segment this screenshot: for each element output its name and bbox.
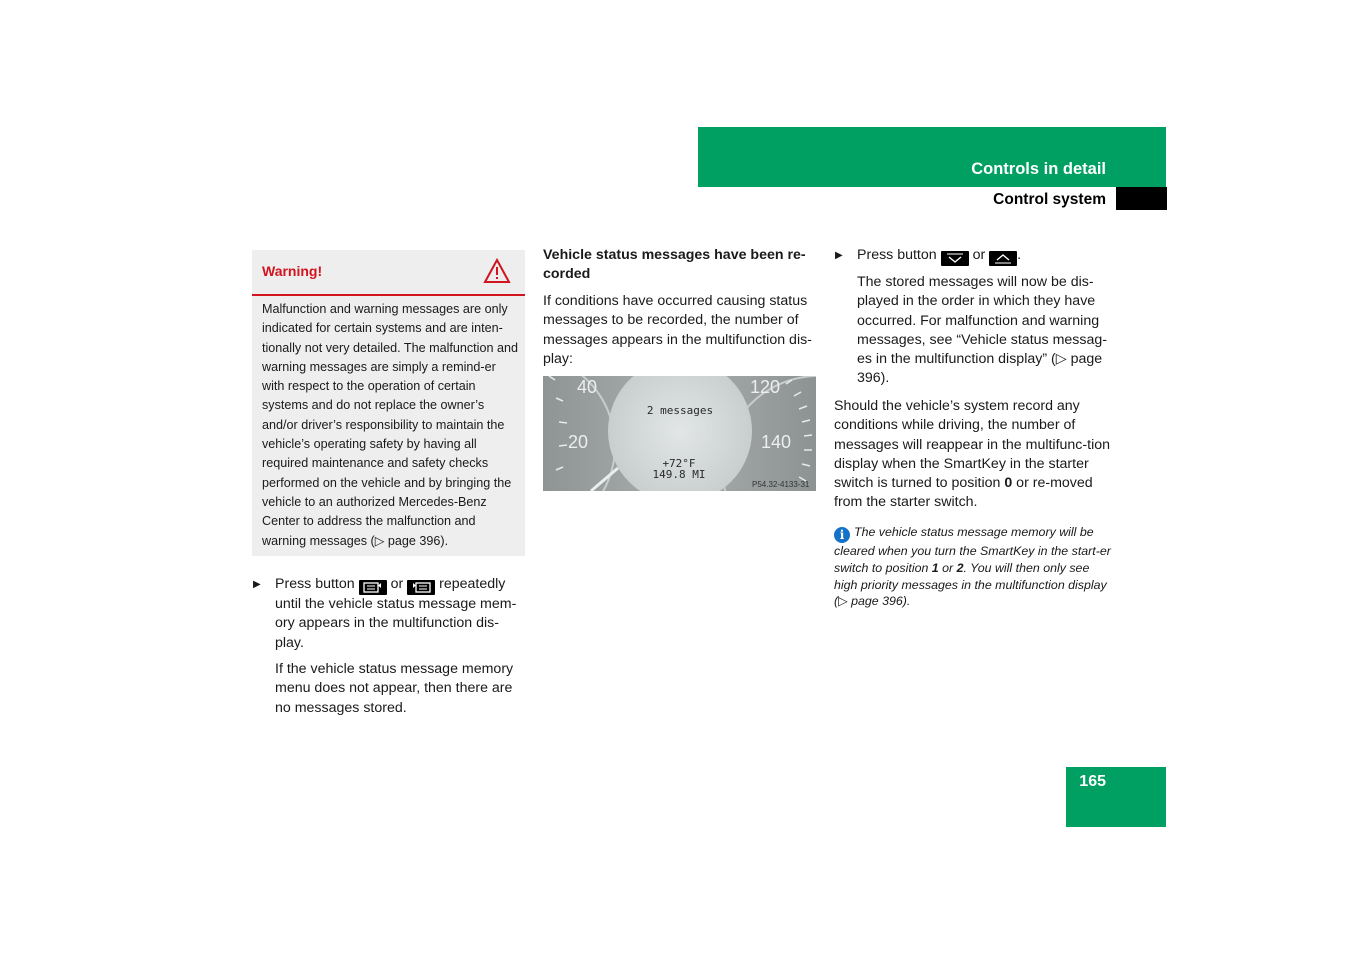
messages-recorded-heading: Vehicle status messages have been re-corded xyxy=(543,247,806,283)
messages-reappear-body xyxy=(834,397,1112,513)
page-number: 165 xyxy=(1079,773,1106,790)
scroll-down-key-icon xyxy=(941,251,969,266)
speed-label-140: 140 xyxy=(761,432,792,452)
speed-label-20: 20 xyxy=(568,432,589,452)
stored-messages-detail: The stored messages will now be dis-played in the order in which they have occurred. For malfunction and warning messages, see “Vehicle status messag-es in the multifunction display” (▷ page 396). xyxy=(857,274,1107,387)
image-code: P54.32-4133-31 xyxy=(752,480,810,489)
step-prefix: Press button xyxy=(857,247,937,263)
section-title: Controls in detail xyxy=(971,160,1106,178)
step-end: . xyxy=(1017,247,1022,263)
info-text-b: . You will then only see high priority messages in the multifunction display (▷ page 396). xyxy=(834,560,1107,609)
display-back-key-icon xyxy=(359,580,387,595)
info-note xyxy=(834,524,1114,610)
step-or: or xyxy=(390,576,404,592)
step-press-scroll-buttons xyxy=(857,246,1112,266)
instrument-cluster-image xyxy=(543,376,816,491)
bullet-arrow-icon: ▶ xyxy=(253,579,261,590)
warning-triangle-icon xyxy=(483,258,511,284)
thumb-tab xyxy=(1116,187,1167,210)
warning-box xyxy=(252,250,525,556)
warning-body: Malfunction and warning messages are only indicated for certain systems and are inten-tionally not very detailed. The malfunction and warning messages are simply a remind-er with respect to the operation of certain systems and do not replace the owner’s and/or driver’s responsibility to maintain the vehicle’s operating safety by having all required maintenance and safety checks performed on the vehicle and by bringing the vehicle to an authorized Mercedes-Benz Center to address the malfunction and warning messages (▷ page 396). xyxy=(262,302,518,548)
info-position-1: 1 xyxy=(931,560,939,575)
scroll-up-key-icon xyxy=(989,251,1017,266)
speed-label-120: 120 xyxy=(750,377,781,397)
display-forward-key-icon xyxy=(407,580,435,595)
info-text-a: The vehicle status message memory will be cleared when you turn the SmartKey in the start-er switch to position xyxy=(834,525,1111,575)
warning-title: Warning! xyxy=(262,263,323,279)
position-zero: 0 xyxy=(1004,475,1013,492)
display-temperature: +72°F xyxy=(662,457,696,470)
step-or: or xyxy=(972,247,986,263)
body-before: Should the vehicle’s system record any conditions while driving, the number of messages will reappear in the multifunc-tion display when the SmartKey in the starter switch is turned to position xyxy=(834,398,1110,492)
display-message: 2 messages xyxy=(646,404,714,417)
messages-recorded-body: If conditions have occurred causing status messages to be recorded, the number of messages appears in the multifunction dis-play: xyxy=(543,293,812,367)
step-suffix: repeatedly until the vehicle status message mem-ory appears in the multifunction dis-play. xyxy=(275,576,517,651)
info-icon: i xyxy=(834,527,850,543)
speed-label-40: 40 xyxy=(577,377,598,397)
warning-rule xyxy=(252,294,525,296)
body-after: or re-moved from the starter switch. xyxy=(834,475,1093,511)
no-messages-note: If the vehicle status message memory menu does not appear, then there are no messages stored. xyxy=(275,661,514,716)
info-or: or xyxy=(938,560,957,575)
step-prefix: Press button xyxy=(275,576,355,592)
subsection-title: Control system xyxy=(993,191,1106,208)
info-position-2: 2 xyxy=(956,560,964,575)
display-odometer: 149.8 MI xyxy=(652,468,706,481)
bullet-arrow-icon: ▶ xyxy=(835,250,843,261)
step-press-display-buttons xyxy=(275,575,527,653)
